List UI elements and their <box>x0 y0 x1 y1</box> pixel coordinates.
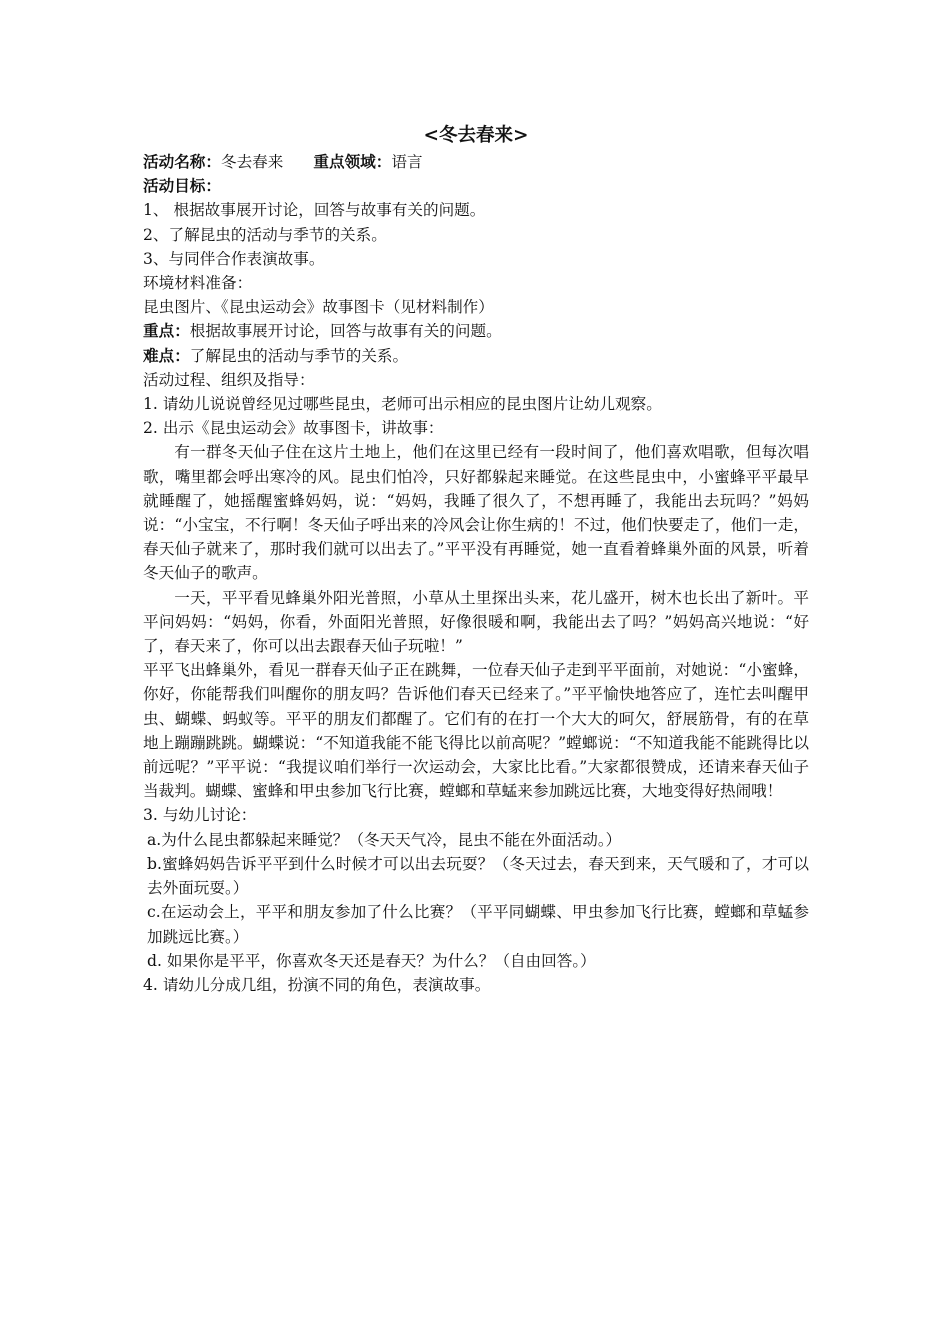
goal-item: 1、 根据故事展开讨论，回答与故事有关的问题。 <box>143 201 486 220</box>
lesson-plan-body <box>143 122 809 997</box>
process-step-2: 2. 出示《昆虫运动会》故事图卡，讲故事： <box>143 419 444 438</box>
story-paragraph-2: 一天，平平看见蜂巢外阳光普照，小草从土里探出头来，花儿盛开，树木也长出了新叶。平平问妈妈：“妈妈，你看，外面阳光普照，好像很暖和啊，我能出去了吗？”妈妈高兴地说：“好了，春天来了，你可以出去跟春天仙子玩啦！” <box>143 588 809 656</box>
story-paragraph-3: 平平飞出蜂巢外，看见一群春天仙子正在跳舞，一位春天仙子走到平平面前，对她说：“小蜜蜂，你好，你能帮我们叫醒你的朋友吗？告诉他们春天已经来了。”平平愉快地答应了，连忙去叫醒甲虫、蝴蝶、蚂蚁等。平平的朋友们都醒了。它们有的在打一个大大的呵欠，舒展筋骨，有的在草地上蹦蹦跳跳。蝴蝶说：“不知道我能不能飞得比以前高呢？”螳螂说：“不知道我能不能跳得比以前远呢？”平平说：“我提议咱们举行一次运动会，大家比比看。”大家都很赞成，还请来春天仙子当裁判。蝴蝶、蜜蜂和甲虫参加飞行比赛，螳螂和草蜢来参加跳远比赛，大地变得好热闹哦！ <box>143 661 809 801</box>
key-point-line <box>143 319 809 343</box>
goals-heading: 活动目标： <box>143 176 221 196</box>
goal-item: 2、了解昆虫的活动与季节的关系。 <box>143 225 387 244</box>
focus-area-value: 语言 <box>391 153 423 171</box>
activity-meta-line <box>143 150 809 174</box>
materials-text: 昆虫图片、《昆虫运动会》故事图卡（见材料制作） <box>143 298 494 317</box>
process-step-3: 3. 与幼儿讨论： <box>143 806 257 825</box>
process-step-4: 4. 请幼儿分成几组，扮演不同的角色，表演故事。 <box>143 975 491 994</box>
process-heading: 活动过程、组织及指导： <box>143 370 315 389</box>
key-point-text: 根据故事展开讨论，回答与故事有关的问题。 <box>189 322 502 341</box>
difficulty-label: 难点： <box>143 345 190 365</box>
activity-name-value: 冬去春来 <box>220 153 284 171</box>
discussion-question: b.蜜蜂妈妈告诉平平到什么时候才可以出去玩耍？（冬天过去，春天到来，天气暖和了，才可以去外面玩耍。） <box>147 854 809 898</box>
difficulty-text: 了解昆虫的活动与季节的关系。 <box>189 346 409 365</box>
materials-heading: 环境材料准备： <box>143 274 253 293</box>
activity-name-label: 活动名称： <box>143 152 221 171</box>
discussion-question: d. 如果你是平平，你喜欢冬天还是春天？为什么？（自由回答。） <box>147 951 596 970</box>
discussion-question: c.在运动会上，平平和朋友参加了什么比赛？（平平同蝴蝶、甲虫参加飞行比赛，螳螂和草蜢参加跳远比赛。） <box>147 903 809 946</box>
story-paragraph-1: 有一群冬天仙子住在这片土地上，他们在这里已经有一段时间了，他们喜欢唱歌，但每次唱歌，嘴里都会呼出寒冷的风。昆虫们怕冷，只好都躲起来睡觉。在这些昆虫中，小蜜蜂平平最早就睡醒了，她摇醒蜜蜂妈妈，说：“妈妈，我睡了很久了，不想再睡了，我能出去玩吗？”妈妈说：“小宝宝，不行啊！冬天仙子呼出来的冷风会让你生病的！不过，他们快要走了，他们一走，春天仙子就来了，那时我们就可以出去了。”平平没有再睡觉，她一直看着蜂巢外面的风景，听着冬天仙子的歌声。 <box>143 443 809 583</box>
focus-area-label: 重点领域： <box>313 152 392 171</box>
key-point-label: 重点： <box>143 321 190 341</box>
goal-item: 3、与同伴合作表演故事。 <box>143 249 325 268</box>
difficulty-line <box>143 344 809 368</box>
document-title: <冬去春来> <box>423 125 529 146</box>
discussion-question: a.为什么昆虫都躲起来睡觉？（冬天天气冷，昆虫不能在外面活动。） <box>147 830 622 849</box>
process-step-1: 1. 请幼儿说说曾经见过哪些昆虫，老师可出示相应的昆虫图片让幼儿观察。 <box>143 395 662 414</box>
